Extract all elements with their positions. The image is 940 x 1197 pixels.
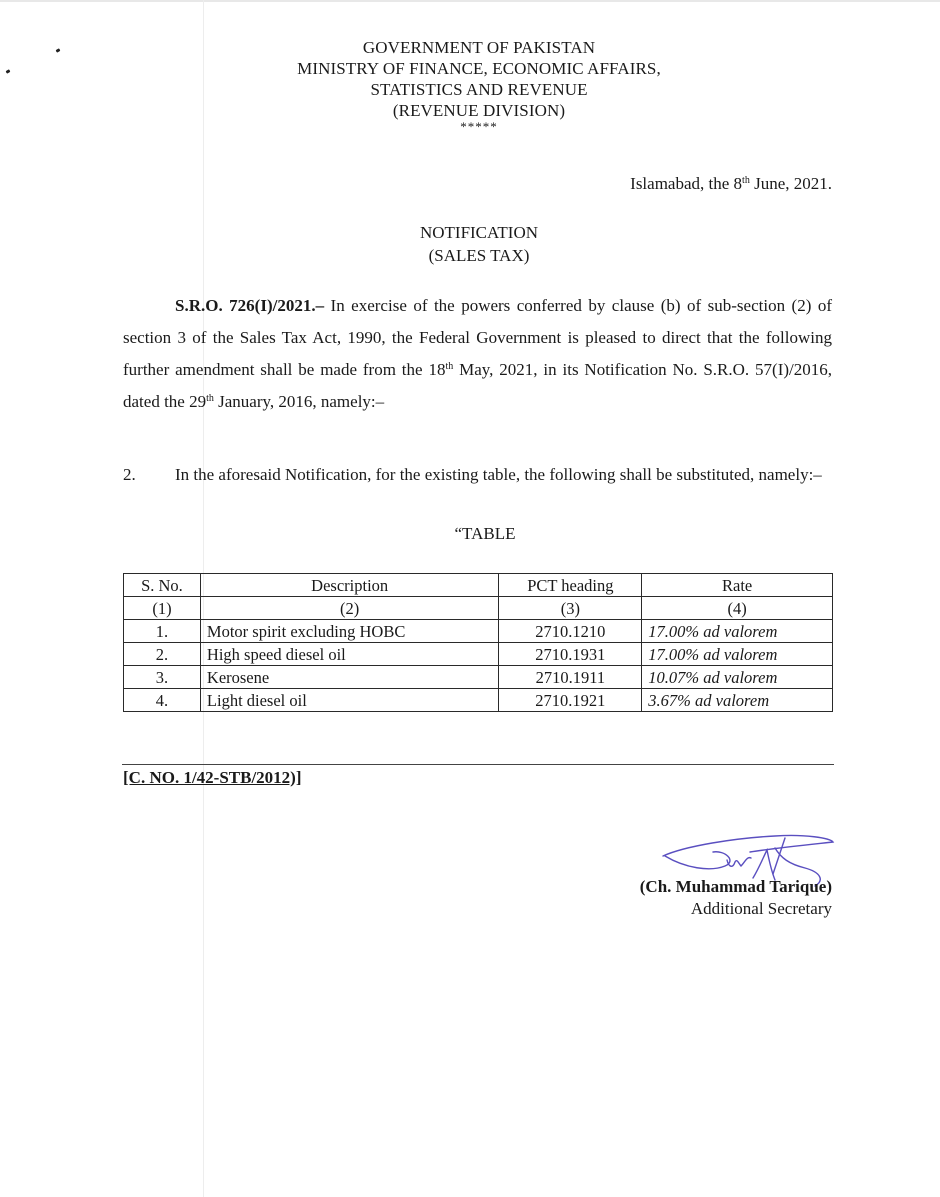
notification-heading xyxy=(0,221,940,267)
table-caption: “TABLE xyxy=(454,524,516,543)
table-row xyxy=(124,666,833,689)
rates-table xyxy=(123,573,833,712)
cell-rate: 17.00% ad valorem xyxy=(642,643,833,666)
cell-rate: 3.67% ad valorem xyxy=(642,689,833,712)
cell-description: Motor spirit excluding HOBC xyxy=(200,620,499,643)
column-number: (2) xyxy=(200,597,499,620)
cell-sno: 3. xyxy=(124,666,201,689)
header-description: Description xyxy=(200,574,499,597)
date-suffix: June, 2021. xyxy=(749,174,832,193)
cell-sno: 2. xyxy=(124,643,201,666)
signatory-block xyxy=(640,876,832,920)
cell-description: High speed diesel oil xyxy=(200,643,499,666)
paragraph-1 xyxy=(123,290,832,418)
divider-rule xyxy=(122,764,834,765)
paragraph-2 xyxy=(123,459,832,491)
column-number: (1) xyxy=(124,597,201,620)
letterhead-ministry: MINISTRY OF FINANCE, ECONOMIC AFFAIRS, xyxy=(297,59,661,78)
letterhead-stars: ***** xyxy=(460,119,498,134)
table-row xyxy=(124,689,833,712)
header-sno: S. No. xyxy=(124,574,201,597)
cell-rate: 10.07% ad valorem xyxy=(642,666,833,689)
signatory-designation: Additional Secretary xyxy=(690,899,832,918)
cell-sno: 1. xyxy=(124,620,201,643)
header-pct: PCT heading xyxy=(499,574,642,597)
cell-description: Kerosene xyxy=(200,666,499,689)
cell-description: Light diesel oil xyxy=(200,689,499,712)
paragraph-1-text-a: In exercise of the powers conferred by clause (b) of sub-section (2) of section 3 of the Sales Tax Act, 1990, the Federal Government is pleased to direct that the following further amendment shall be made from the 18 xyxy=(123,296,832,379)
table-row xyxy=(124,643,833,666)
ordinal: th xyxy=(206,393,214,404)
header-rate: Rate xyxy=(642,574,833,597)
column-number-row xyxy=(124,597,833,620)
letterhead-division: (REVENUE DIVISION) xyxy=(392,101,566,120)
letterhead-government: GOVERNMENT OF PAKISTAN xyxy=(362,38,596,57)
signatory-name: (Ch. Muhammad Tarique) xyxy=(639,877,832,896)
notification-title: NOTIFICATION xyxy=(419,223,539,242)
cell-rate: 17.00% ad valorem xyxy=(642,620,833,643)
cell-pct: 2710.1931 xyxy=(499,643,642,666)
sro-number: S.R.O. 726(I)/2021.– xyxy=(175,296,325,315)
column-number: (3) xyxy=(499,597,642,620)
cell-pct: 2710.1210 xyxy=(499,620,642,643)
notification-subtitle: (SALES TAX) xyxy=(428,246,530,265)
cell-pct: 2710.1921 xyxy=(499,689,642,712)
cell-pct: 2710.1911 xyxy=(499,666,642,689)
paragraph-2-text: In the aforesaid Notification, for the existing table, the following shall be substituted, namely:– xyxy=(175,465,822,484)
date-ordinal: th xyxy=(742,175,750,186)
table-row xyxy=(124,620,833,643)
table-header-row xyxy=(124,574,833,597)
paragraph-1-text-b: May, 2021, in its Notification No. S.R.O. 57(I)/2016, dated the 29 xyxy=(123,360,832,411)
file-number: [C. NO. 1/42-STB/2012)] xyxy=(123,768,302,787)
cell-sno: 4. xyxy=(124,689,201,712)
date-prefix: Islamabad, the 8 xyxy=(630,174,743,193)
column-number: (4) xyxy=(642,597,833,620)
date-line xyxy=(630,174,832,194)
paragraph-1-text-c: January, 2016, namely:– xyxy=(213,392,385,411)
letterhead-ministry-cont: STATISTICS AND REVENUE xyxy=(370,80,588,99)
letterhead xyxy=(0,37,940,133)
scan-top-edge xyxy=(0,0,940,2)
ordinal: th xyxy=(445,361,454,372)
paragraph-number: 2. xyxy=(123,465,136,484)
